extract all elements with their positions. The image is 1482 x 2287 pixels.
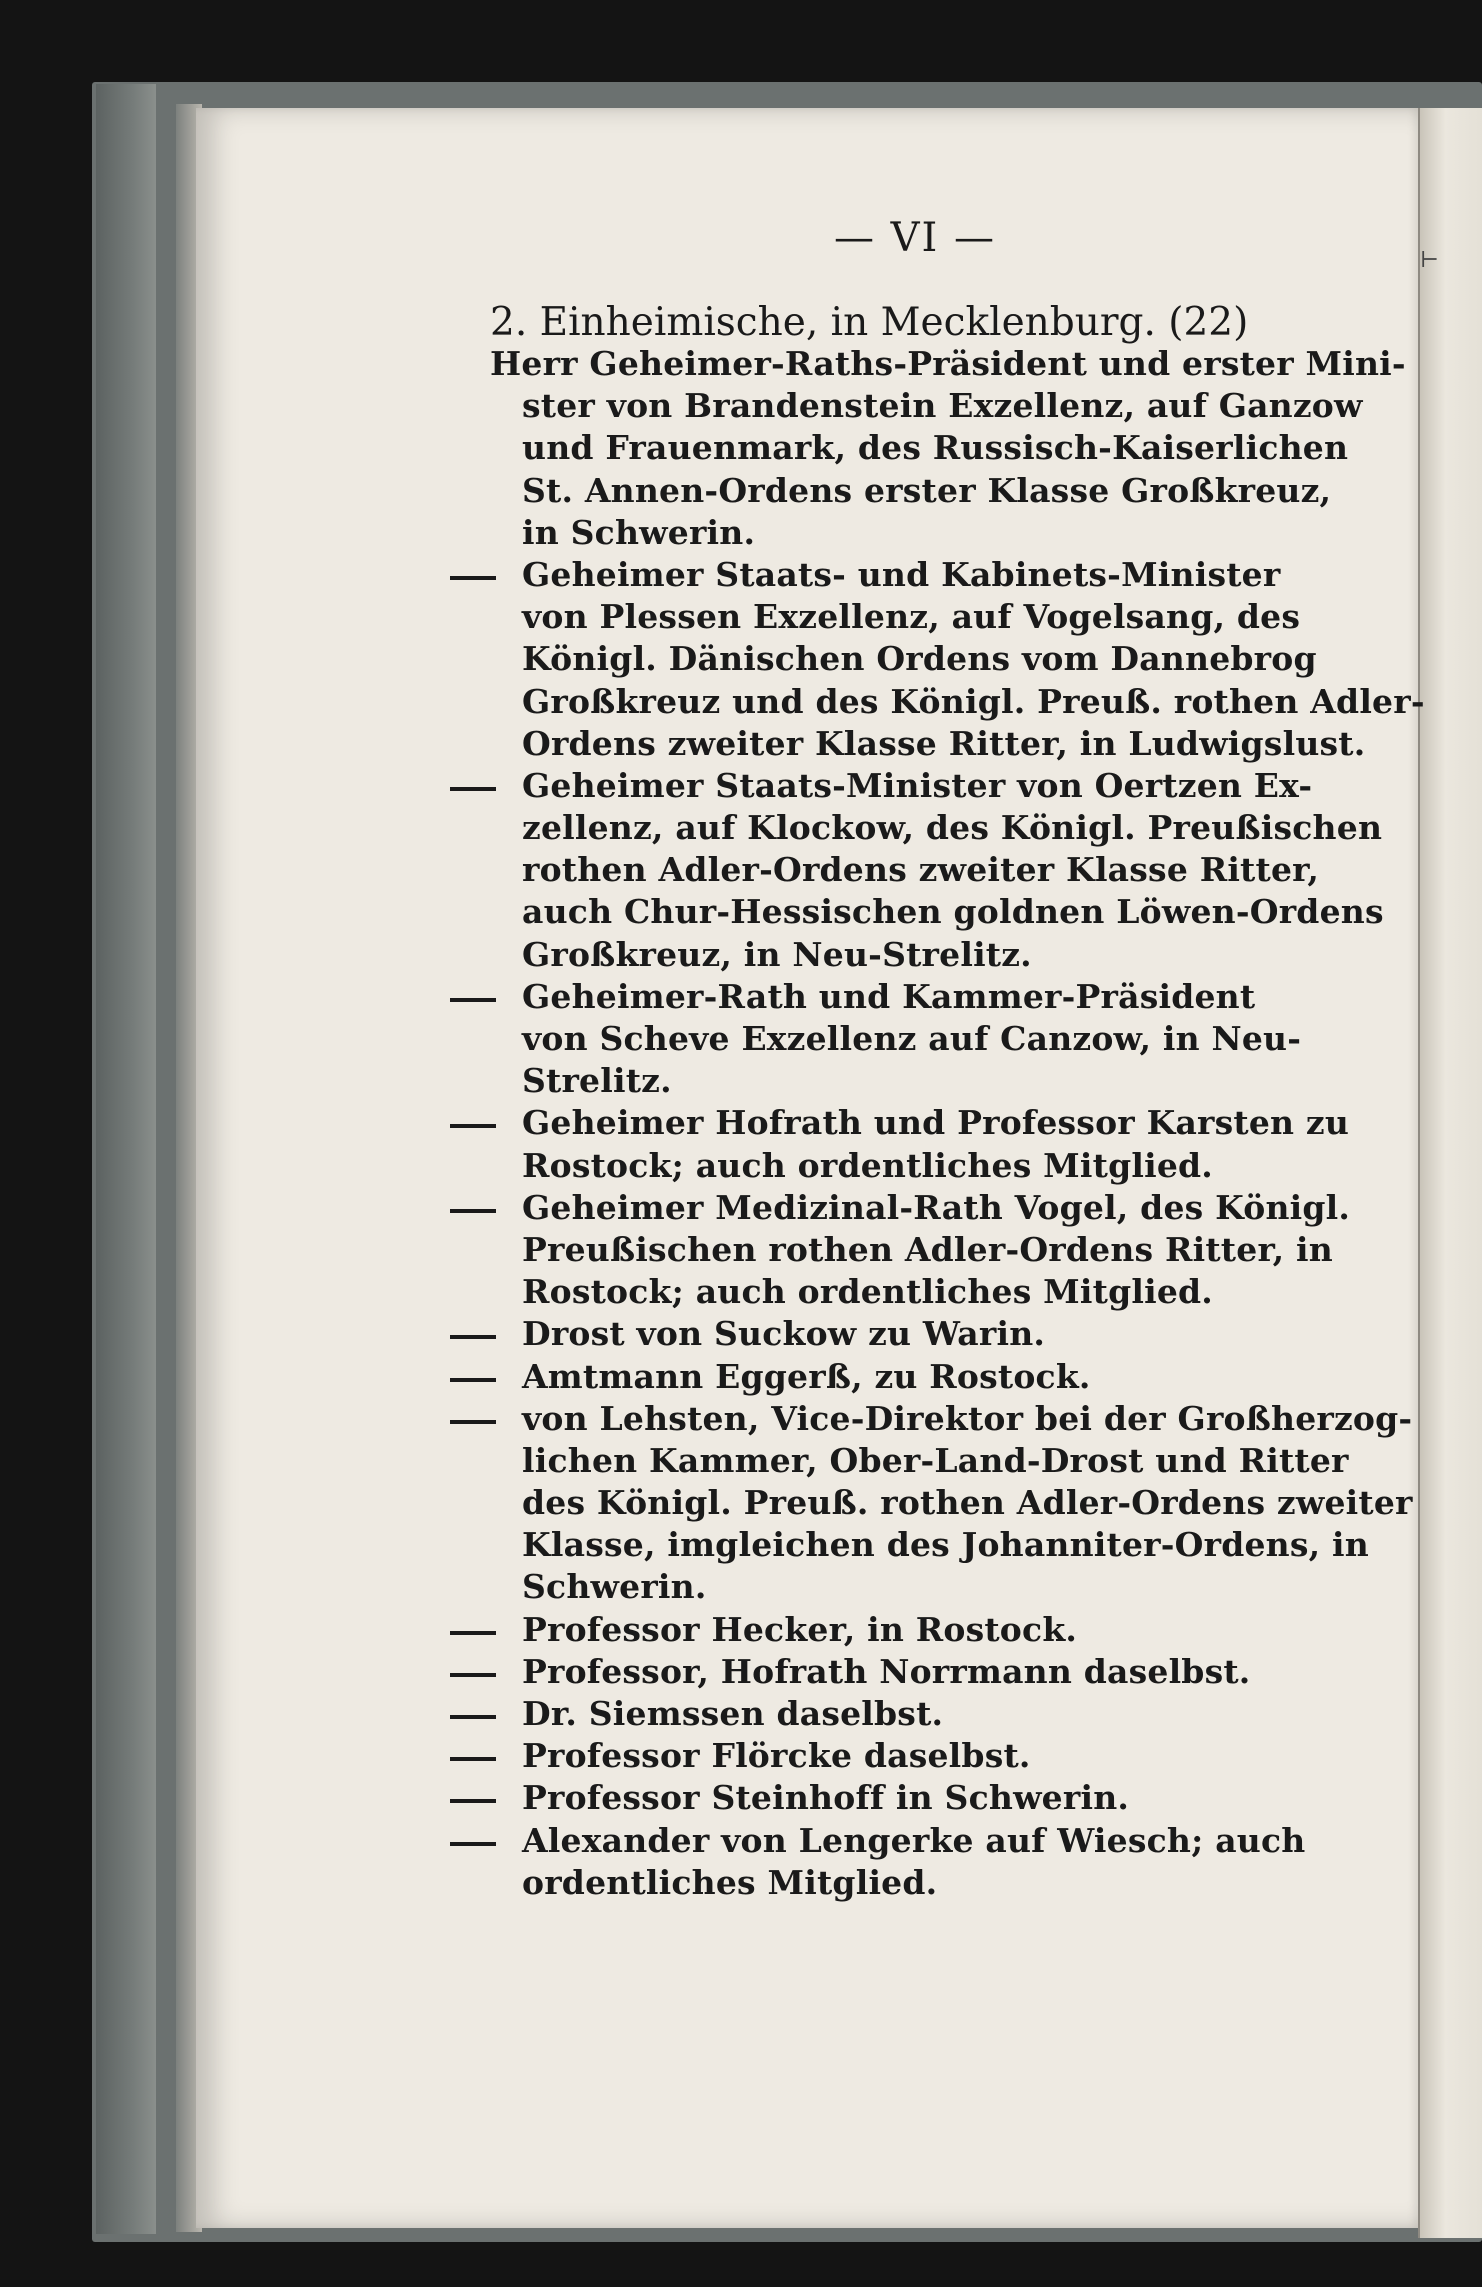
line-text: Rostock; auch ordentliches Mitglied. bbox=[522, 1145, 1213, 1185]
line-text: Herr Geheimer-Raths-Präsident und erster Mini- bbox=[490, 344, 1406, 383]
line-text: Großkreuz, in Neu-Strelitz. bbox=[522, 934, 1032, 974]
line-text: Drost von Suckow zu Warin. bbox=[522, 1314, 1046, 1354]
line-text: Klasse, imgleichen des Johanniter-Ordens, in bbox=[522, 1525, 1369, 1565]
line-text: Preußischen rothen Adler-Ordens Ritter, in bbox=[522, 1229, 1333, 1269]
em-dash-marker bbox=[450, 1842, 496, 1846]
text-line bbox=[430, 1356, 1360, 1398]
line-text: Professor Flörcke daselbst. bbox=[522, 1736, 1031, 1776]
text-line bbox=[430, 1145, 1360, 1187]
text-line bbox=[430, 1693, 1360, 1735]
text-line bbox=[430, 681, 1425, 723]
line-text: des Königl. Preuß. rothen Adler-Ordens zweiter bbox=[522, 1483, 1413, 1523]
text-line bbox=[430, 1820, 1360, 1862]
adjacent-page-edge bbox=[1418, 108, 1482, 2238]
line-text: Schwerin. bbox=[522, 1567, 707, 1607]
line-text: Amtmann Eggerß, zu Rostock. bbox=[522, 1356, 1091, 1396]
text-line bbox=[430, 470, 1360, 512]
text-line bbox=[430, 1313, 1360, 1355]
line-text: ordentliches Mitglied. bbox=[522, 1862, 938, 1902]
text-line bbox=[430, 1862, 1360, 1904]
page-content bbox=[430, 205, 1425, 1902]
text-line bbox=[430, 934, 1360, 976]
adjacent-page-mark: ⊢ bbox=[1420, 248, 1439, 273]
text-line bbox=[430, 1566, 1360, 1608]
text-line bbox=[430, 1440, 1360, 1482]
text-line bbox=[430, 1187, 1360, 1229]
text-line bbox=[430, 1060, 1360, 1102]
line-text: Professor Steinhoff in Schwerin. bbox=[522, 1778, 1130, 1818]
text-line bbox=[430, 1777, 1360, 1819]
text-line bbox=[430, 976, 1360, 1018]
em-dash-marker bbox=[450, 998, 496, 1002]
text-line bbox=[430, 427, 1360, 469]
em-dash-marker bbox=[450, 787, 496, 791]
line-text: Königl. Dänischen Ordens vom Dannebrog bbox=[522, 639, 1317, 679]
line-text: Geheimer-Rath und Kammer-Präsident bbox=[522, 976, 1256, 1016]
line-text: Geheimer Staats-Minister von Oertzen Ex- bbox=[522, 765, 1313, 805]
em-dash-marker bbox=[450, 1124, 496, 1128]
text-line bbox=[430, 512, 1360, 554]
text-line bbox=[430, 1271, 1360, 1313]
em-dash-marker bbox=[450, 1799, 496, 1803]
line-text: zellenz, auf Klockow, des Königl. Preußischen bbox=[522, 808, 1383, 848]
text-line bbox=[430, 343, 1406, 385]
line-text: Geheimer Medizinal-Rath Vogel, des Königl. bbox=[522, 1187, 1351, 1227]
text-line bbox=[430, 849, 1360, 891]
em-dash-marker bbox=[450, 1673, 496, 1677]
section-heading: 2. Einheimische, in Mecklenburg. (22) bbox=[490, 300, 1249, 345]
line-text: Ordens zweiter Klasse Ritter, in Ludwigslust. bbox=[522, 723, 1366, 763]
page-number: — VI — bbox=[833, 215, 997, 261]
text-line bbox=[430, 1102, 1360, 1144]
line-text: Dr. Siemssen daselbst. bbox=[522, 1694, 944, 1733]
em-dash-marker bbox=[450, 1420, 496, 1424]
line-text: Großkreuz und des Königl. Preuß. rothen Adler- bbox=[522, 681, 1425, 721]
em-dash-marker bbox=[450, 1631, 496, 1635]
em-dash-marker bbox=[450, 1378, 496, 1382]
text-line bbox=[430, 1398, 1413, 1440]
text-line bbox=[430, 1229, 1360, 1271]
line-text: von Lehsten, Vice-Direktor bei der Großherzog- bbox=[522, 1398, 1413, 1438]
text-line bbox=[430, 891, 1384, 933]
line-text: lichen Kammer, Ober-Land-Drost und Ritter bbox=[522, 1440, 1349, 1480]
text-line bbox=[430, 596, 1360, 638]
line-text: Professor, Hofrath Norrmann daselbst. bbox=[522, 1651, 1251, 1691]
line-text: Strelitz. bbox=[522, 1061, 672, 1101]
text-line bbox=[430, 638, 1360, 680]
text-line bbox=[430, 1651, 1360, 1693]
em-dash-marker bbox=[450, 1209, 496, 1213]
line-text: von Plessen Exzellenz, auf Vogelsang, des bbox=[522, 597, 1301, 637]
text-line bbox=[430, 723, 1366, 765]
line-text: Geheimer Hofrath und Professor Karsten zu bbox=[522, 1103, 1350, 1143]
em-dash-marker bbox=[450, 1715, 496, 1719]
text-line bbox=[430, 1524, 1369, 1566]
line-text: und Frauenmark, des Russisch-Kaiserlichen bbox=[522, 428, 1349, 468]
text-line bbox=[430, 807, 1383, 849]
text-line bbox=[430, 1018, 1360, 1060]
text-line bbox=[430, 1609, 1360, 1651]
em-dash-marker bbox=[450, 1335, 496, 1339]
book-cover-edge bbox=[96, 84, 156, 2234]
line-text: rothen Adler-Ordens zweiter Klasse Ritter, bbox=[522, 850, 1320, 890]
entry-list bbox=[430, 343, 1425, 1904]
text-line bbox=[430, 1735, 1360, 1777]
em-dash-marker bbox=[450, 576, 496, 580]
text-line bbox=[430, 554, 1360, 596]
line-text: Rostock; auch ordentliches Mitglied. bbox=[522, 1272, 1213, 1312]
line-text: in Schwerin. bbox=[522, 512, 756, 552]
line-text: St. Annen-Ordens erster Klasse Großkreuz, bbox=[522, 470, 1332, 510]
line-text: Alexander von Lengerke auf Wiesch; auch bbox=[522, 1820, 1306, 1860]
text-line bbox=[430, 765, 1360, 807]
line-text: von Scheve Exzellenz auf Canzow, in Neu- bbox=[522, 1019, 1302, 1058]
line-text: Geheimer Staats- und Kabinets-Minister bbox=[522, 554, 1281, 594]
line-text: Professor Hecker, in Rostock. bbox=[522, 1609, 1078, 1649]
line-text: ster von Brandenstein Exzellenz, auf Ganzow bbox=[522, 386, 1363, 426]
text-line bbox=[430, 1482, 1413, 1524]
em-dash-marker bbox=[450, 1757, 496, 1761]
text-line bbox=[430, 385, 1363, 427]
line-text: auch Chur-Hessischen goldnen Löwen-Ordens bbox=[522, 892, 1384, 932]
